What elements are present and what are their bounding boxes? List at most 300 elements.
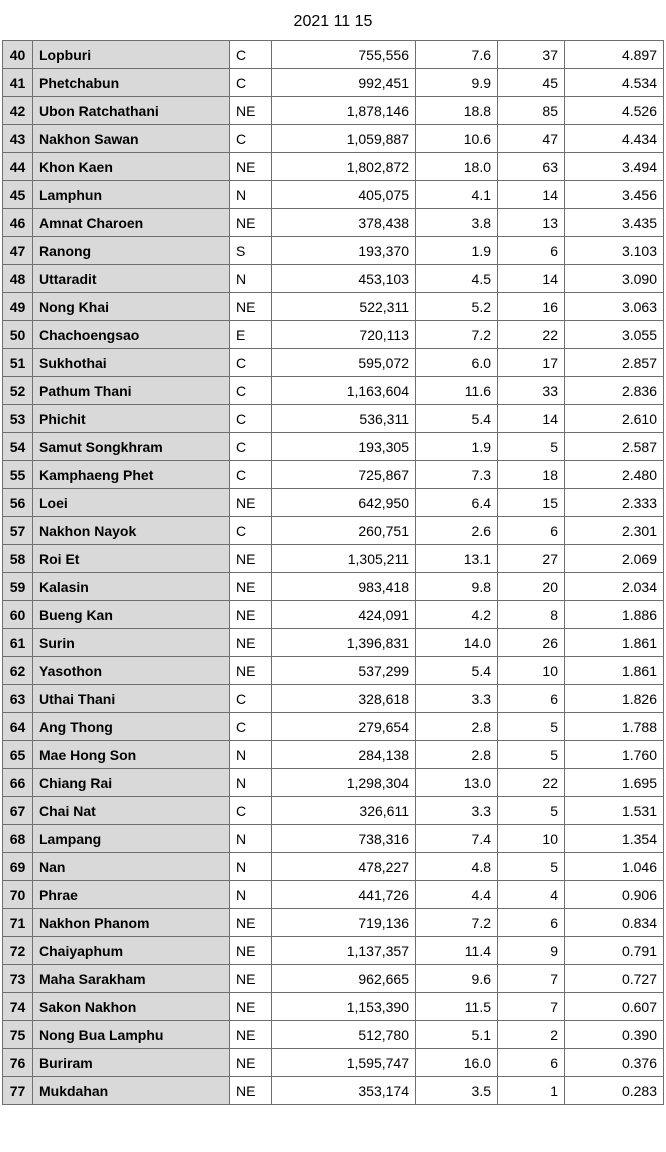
share-cell: 6.4 (416, 489, 498, 517)
province-name-cell: Uttaradit (33, 265, 230, 293)
rate-cell: 2.480 (565, 461, 664, 489)
rank-cell: 63 (3, 685, 33, 713)
table-row (3, 41, 664, 69)
region-cell: C (230, 433, 272, 461)
rate-cell: 1.046 (565, 853, 664, 881)
province-name-cell: Loei (33, 489, 230, 517)
region-cell: NE (230, 97, 272, 125)
share-cell: 2.6 (416, 517, 498, 545)
table-row (3, 265, 664, 293)
rate-cell: 3.063 (565, 293, 664, 321)
share-cell: 7.6 (416, 41, 498, 69)
share-cell: 4.8 (416, 853, 498, 881)
region-cell: NE (230, 601, 272, 629)
region-cell: NE (230, 909, 272, 937)
province-name-cell: Ang Thong (33, 713, 230, 741)
region-cell: N (230, 181, 272, 209)
rank-cell: 77 (3, 1077, 33, 1105)
count-cell: 47 (498, 125, 565, 153)
table-row (3, 237, 664, 265)
population-cell: 424,091 (272, 601, 416, 629)
count-cell: 6 (498, 685, 565, 713)
rate-cell: 0.834 (565, 909, 664, 937)
province-name-cell: Nong Bua Lamphu (33, 1021, 230, 1049)
count-cell: 6 (498, 909, 565, 937)
rate-cell: 2.857 (565, 349, 664, 377)
count-cell: 26 (498, 629, 565, 657)
rank-cell: 57 (3, 517, 33, 545)
count-cell: 14 (498, 265, 565, 293)
share-cell: 4.1 (416, 181, 498, 209)
share-cell: 1.9 (416, 433, 498, 461)
rank-cell: 47 (3, 237, 33, 265)
share-cell: 10.6 (416, 125, 498, 153)
rank-cell: 53 (3, 405, 33, 433)
rank-cell: 71 (3, 909, 33, 937)
rank-cell: 76 (3, 1049, 33, 1077)
region-cell: C (230, 377, 272, 405)
share-cell: 7.4 (416, 825, 498, 853)
province-table (2, 40, 664, 1105)
table-row (3, 433, 664, 461)
count-cell: 16 (498, 293, 565, 321)
rank-cell: 43 (3, 125, 33, 153)
region-cell: NE (230, 209, 272, 237)
region-cell: NE (230, 657, 272, 685)
share-cell: 3.5 (416, 1077, 498, 1105)
table-row (3, 181, 664, 209)
count-cell: 5 (498, 853, 565, 881)
table-row (3, 657, 664, 685)
count-cell: 2 (498, 1021, 565, 1049)
rate-cell: 2.069 (565, 545, 664, 573)
count-cell: 85 (498, 97, 565, 125)
rank-cell: 48 (3, 265, 33, 293)
rank-cell: 67 (3, 797, 33, 825)
province-name-cell: Sakon Nakhon (33, 993, 230, 1021)
region-cell: C (230, 713, 272, 741)
region-cell: NE (230, 629, 272, 657)
population-cell: 992,451 (272, 69, 416, 97)
region-cell: NE (230, 153, 272, 181)
province-name-cell: Nakhon Phanom (33, 909, 230, 937)
population-cell: 441,726 (272, 881, 416, 909)
page-title: 2021 11 15 (293, 13, 373, 30)
rank-cell: 56 (3, 489, 33, 517)
count-cell: 1 (498, 1077, 565, 1105)
count-cell: 6 (498, 1049, 565, 1077)
count-cell: 18 (498, 461, 565, 489)
population-cell: 642,950 (272, 489, 416, 517)
share-cell: 2.8 (416, 713, 498, 741)
population-cell: 719,136 (272, 909, 416, 937)
rate-cell: 4.526 (565, 97, 664, 125)
province-name-cell: Phetchabun (33, 69, 230, 97)
table-row (3, 405, 664, 433)
region-cell: N (230, 853, 272, 881)
rate-cell: 1.788 (565, 713, 664, 741)
rank-cell: 72 (3, 937, 33, 965)
rank-cell: 46 (3, 209, 33, 237)
table-row (3, 377, 664, 405)
province-name-cell: Kamphaeng Phet (33, 461, 230, 489)
table-row (3, 517, 664, 545)
share-cell: 5.2 (416, 293, 498, 321)
population-cell: 193,305 (272, 433, 416, 461)
table-row (3, 461, 664, 489)
province-name-cell: Chiang Rai (33, 769, 230, 797)
rate-cell: 4.434 (565, 125, 664, 153)
population-cell: 595,072 (272, 349, 416, 377)
rate-cell: 0.607 (565, 993, 664, 1021)
population-cell: 1,802,872 (272, 153, 416, 181)
region-cell: NE (230, 1021, 272, 1049)
population-cell: 1,305,211 (272, 545, 416, 573)
region-cell: NE (230, 573, 272, 601)
table-row (3, 797, 664, 825)
region-cell: N (230, 881, 272, 909)
count-cell: 5 (498, 433, 565, 461)
table-row (3, 69, 664, 97)
share-cell: 16.0 (416, 1049, 498, 1077)
rate-cell: 2.034 (565, 573, 664, 601)
share-cell: 3.3 (416, 797, 498, 825)
province-name-cell: Phichit (33, 405, 230, 433)
rate-cell: 3.494 (565, 153, 664, 181)
rank-cell: 68 (3, 825, 33, 853)
rank-cell: 62 (3, 657, 33, 685)
rank-cell: 61 (3, 629, 33, 657)
population-cell: 453,103 (272, 265, 416, 293)
share-cell: 13.1 (416, 545, 498, 573)
province-name-cell: Buriram (33, 1049, 230, 1077)
rate-cell: 2.587 (565, 433, 664, 461)
rate-cell: 4.534 (565, 69, 664, 97)
rate-cell: 4.897 (565, 41, 664, 69)
province-name-cell: Nakhon Sawan (33, 125, 230, 153)
count-cell: 27 (498, 545, 565, 573)
table-row (3, 881, 664, 909)
population-cell: 725,867 (272, 461, 416, 489)
share-cell: 11.5 (416, 993, 498, 1021)
rate-cell: 1.354 (565, 825, 664, 853)
share-cell: 1.9 (416, 237, 498, 265)
population-cell: 193,370 (272, 237, 416, 265)
rate-cell: 2.836 (565, 377, 664, 405)
count-cell: 7 (498, 965, 565, 993)
table-row (3, 853, 664, 881)
population-cell: 1,878,146 (272, 97, 416, 125)
rank-cell: 42 (3, 97, 33, 125)
rank-cell: 54 (3, 433, 33, 461)
count-cell: 13 (498, 209, 565, 237)
rate-cell: 1.886 (565, 601, 664, 629)
population-cell: 1,163,604 (272, 377, 416, 405)
province-name-cell: Khon Kaen (33, 153, 230, 181)
population-cell: 512,780 (272, 1021, 416, 1049)
table-row (3, 937, 664, 965)
count-cell: 22 (498, 321, 565, 349)
region-cell: NE (230, 965, 272, 993)
province-name-cell: Phrae (33, 881, 230, 909)
share-cell: 11.6 (416, 377, 498, 405)
province-name-cell: Maha Sarakham (33, 965, 230, 993)
rate-cell: 0.791 (565, 937, 664, 965)
table-row (3, 1049, 664, 1077)
share-cell: 6.0 (416, 349, 498, 377)
rate-cell: 2.610 (565, 405, 664, 433)
region-cell: C (230, 125, 272, 153)
province-name-cell: Lampang (33, 825, 230, 853)
population-cell: 260,751 (272, 517, 416, 545)
population-cell: 522,311 (272, 293, 416, 321)
population-cell: 536,311 (272, 405, 416, 433)
count-cell: 9 (498, 937, 565, 965)
population-cell: 983,418 (272, 573, 416, 601)
rate-cell: 1.695 (565, 769, 664, 797)
share-cell: 7.3 (416, 461, 498, 489)
rank-cell: 70 (3, 881, 33, 909)
table-row (3, 545, 664, 573)
region-cell: C (230, 685, 272, 713)
share-cell: 18.8 (416, 97, 498, 125)
population-cell: 738,316 (272, 825, 416, 853)
share-cell: 13.0 (416, 769, 498, 797)
rate-cell: 2.301 (565, 517, 664, 545)
province-name-cell: Ranong (33, 237, 230, 265)
share-cell: 3.8 (416, 209, 498, 237)
share-cell: 11.4 (416, 937, 498, 965)
region-cell: NE (230, 937, 272, 965)
rank-cell: 75 (3, 1021, 33, 1049)
province-name-cell: Nakhon Nayok (33, 517, 230, 545)
province-name-cell: Mukdahan (33, 1077, 230, 1105)
region-cell: S (230, 237, 272, 265)
rate-cell: 0.727 (565, 965, 664, 993)
count-cell: 5 (498, 713, 565, 741)
count-cell: 45 (498, 69, 565, 97)
rate-cell: 0.376 (565, 1049, 664, 1077)
count-cell: 22 (498, 769, 565, 797)
count-cell: 8 (498, 601, 565, 629)
rate-cell: 2.333 (565, 489, 664, 517)
count-cell: 20 (498, 573, 565, 601)
rank-cell: 45 (3, 181, 33, 209)
table-row (3, 965, 664, 993)
table-row (3, 573, 664, 601)
region-cell: NE (230, 1049, 272, 1077)
population-cell: 720,113 (272, 321, 416, 349)
province-name-cell: Lamphun (33, 181, 230, 209)
count-cell: 63 (498, 153, 565, 181)
rank-cell: 60 (3, 601, 33, 629)
table-body (3, 41, 664, 1105)
province-name-cell: Bueng Kan (33, 601, 230, 629)
rate-cell: 0.283 (565, 1077, 664, 1105)
province-name-cell: Surin (33, 629, 230, 657)
province-name-cell: Yasothon (33, 657, 230, 685)
table-row (3, 685, 664, 713)
region-cell: NE (230, 545, 272, 573)
region-cell: N (230, 769, 272, 797)
population-cell: 284,138 (272, 741, 416, 769)
rank-cell: 73 (3, 965, 33, 993)
share-cell: 7.2 (416, 321, 498, 349)
province-name-cell: Chachoengsao (33, 321, 230, 349)
rank-cell: 49 (3, 293, 33, 321)
region-cell: N (230, 825, 272, 853)
table-row (3, 209, 664, 237)
province-name-cell: Mae Hong Son (33, 741, 230, 769)
population-cell: 1,153,390 (272, 993, 416, 1021)
share-cell: 2.8 (416, 741, 498, 769)
count-cell: 37 (498, 41, 565, 69)
rank-cell: 59 (3, 573, 33, 601)
province-name-cell: Sukhothai (33, 349, 230, 377)
rate-cell: 0.906 (565, 881, 664, 909)
rate-cell: 3.090 (565, 265, 664, 293)
count-cell: 15 (498, 489, 565, 517)
rank-cell: 58 (3, 545, 33, 573)
province-name-cell: Kalasin (33, 573, 230, 601)
table-row (3, 825, 664, 853)
region-cell: N (230, 741, 272, 769)
population-cell: 1,137,357 (272, 937, 416, 965)
count-cell: 14 (498, 181, 565, 209)
count-cell: 10 (498, 825, 565, 853)
region-cell: C (230, 461, 272, 489)
population-cell: 279,654 (272, 713, 416, 741)
population-cell: 1,595,747 (272, 1049, 416, 1077)
rank-cell: 64 (3, 713, 33, 741)
table-row (3, 993, 664, 1021)
population-cell: 755,556 (272, 41, 416, 69)
province-name-cell: Ubon Ratchathani (33, 97, 230, 125)
population-cell: 353,174 (272, 1077, 416, 1105)
rate-cell: 1.826 (565, 685, 664, 713)
population-cell: 962,665 (272, 965, 416, 993)
population-cell: 378,438 (272, 209, 416, 237)
province-name-cell: Lopburi (33, 41, 230, 69)
population-cell: 537,299 (272, 657, 416, 685)
rank-cell: 40 (3, 41, 33, 69)
share-cell: 4.4 (416, 881, 498, 909)
rank-cell: 50 (3, 321, 33, 349)
table-row (3, 349, 664, 377)
share-cell: 4.2 (416, 601, 498, 629)
table-row (3, 321, 664, 349)
share-cell: 5.4 (416, 657, 498, 685)
share-cell: 7.2 (416, 909, 498, 937)
count-cell: 4 (498, 881, 565, 909)
share-cell: 14.0 (416, 629, 498, 657)
population-cell: 1,396,831 (272, 629, 416, 657)
count-cell: 5 (498, 741, 565, 769)
region-cell: C (230, 69, 272, 97)
rate-cell: 3.456 (565, 181, 664, 209)
share-cell: 5.1 (416, 1021, 498, 1049)
table-row (3, 629, 664, 657)
province-name-cell: Amnat Charoen (33, 209, 230, 237)
share-cell: 5.4 (416, 405, 498, 433)
region-cell: NE (230, 293, 272, 321)
region-cell: NE (230, 993, 272, 1021)
rate-cell: 0.390 (565, 1021, 664, 1049)
table-row (3, 153, 664, 181)
region-cell: C (230, 41, 272, 69)
province-name-cell: Pathum Thani (33, 377, 230, 405)
region-cell: C (230, 405, 272, 433)
region-cell: N (230, 265, 272, 293)
count-cell: 6 (498, 517, 565, 545)
count-cell: 6 (498, 237, 565, 265)
share-cell: 9.9 (416, 69, 498, 97)
population-cell: 1,059,887 (272, 125, 416, 153)
table-row (3, 97, 664, 125)
region-cell: NE (230, 489, 272, 517)
province-name-cell: Chaiyaphum (33, 937, 230, 965)
region-cell: C (230, 797, 272, 825)
province-name-cell: Chai Nat (33, 797, 230, 825)
region-cell: C (230, 349, 272, 377)
table-row (3, 769, 664, 797)
share-cell: 9.6 (416, 965, 498, 993)
rate-cell: 3.435 (565, 209, 664, 237)
rate-cell: 1.531 (565, 797, 664, 825)
rate-cell: 1.861 (565, 657, 664, 685)
table-row (3, 601, 664, 629)
population-cell: 328,618 (272, 685, 416, 713)
population-cell: 478,227 (272, 853, 416, 881)
count-cell: 5 (498, 797, 565, 825)
rate-cell: 3.055 (565, 321, 664, 349)
province-name-cell: Samut Songkhram (33, 433, 230, 461)
rank-cell: 65 (3, 741, 33, 769)
share-cell: 3.3 (416, 685, 498, 713)
rank-cell: 74 (3, 993, 33, 1021)
rate-cell: 1.760 (565, 741, 664, 769)
table-row (3, 489, 664, 517)
rate-cell: 3.103 (565, 237, 664, 265)
share-cell: 9.8 (416, 573, 498, 601)
table-row (3, 909, 664, 937)
province-name-cell: Uthai Thani (33, 685, 230, 713)
share-cell: 18.0 (416, 153, 498, 181)
rank-cell: 52 (3, 377, 33, 405)
rank-cell: 69 (3, 853, 33, 881)
rate-cell: 1.861 (565, 629, 664, 657)
population-cell: 326,611 (272, 797, 416, 825)
table-row (3, 293, 664, 321)
province-name-cell: Nong Khai (33, 293, 230, 321)
share-cell: 4.5 (416, 265, 498, 293)
count-cell: 17 (498, 349, 565, 377)
rank-cell: 55 (3, 461, 33, 489)
count-cell: 14 (498, 405, 565, 433)
region-cell: E (230, 321, 272, 349)
population-cell: 405,075 (272, 181, 416, 209)
province-name-cell: Roi Et (33, 545, 230, 573)
table-row (3, 1077, 664, 1105)
rank-cell: 51 (3, 349, 33, 377)
count-cell: 33 (498, 377, 565, 405)
region-cell: C (230, 517, 272, 545)
rank-cell: 66 (3, 769, 33, 797)
table-row (3, 125, 664, 153)
count-cell: 10 (498, 657, 565, 685)
province-name-cell: Nan (33, 853, 230, 881)
rank-cell: 44 (3, 153, 33, 181)
